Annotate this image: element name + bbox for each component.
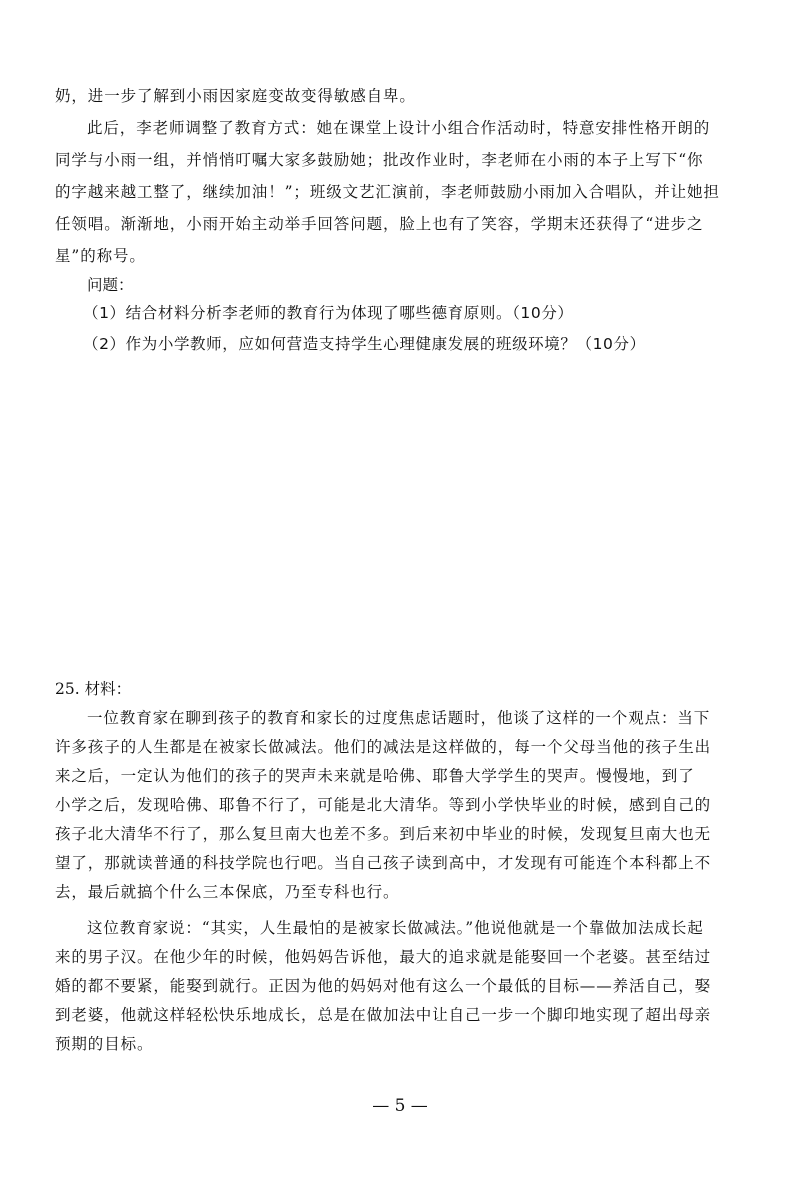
text-line: 奶，进一步了解到小雨因家庭变故变得敏感自卑。 bbox=[55, 87, 416, 105]
text-line: 同学与小雨一组，并悄悄叮嘱大家多鼓励她；批改作业时，李老师在小雨的本子上写下“你 bbox=[55, 151, 704, 169]
page-number: — 5 — bbox=[372, 1096, 428, 1116]
text-line: 任领唱。渐渐地，小雨开始主动举手回答问题，脸上也有了笑容，学期末还获得了“进步之 bbox=[55, 215, 704, 233]
text-line: 孩子北大清华不行了，那么复旦南大也差不多。到后来初中毕业的时候，发现复旦南大也无 bbox=[55, 825, 712, 843]
text-line: 这位教育家说：“其实，人生最怕的是被家长做减法。”他说他就是一个靠做加法成长起 bbox=[87, 919, 704, 937]
text-line: 星”的称号。 bbox=[55, 247, 146, 265]
text-line: 来的男子汉。在他少年的时候，他妈妈告诉他，最大的追求就是能娶回一个老婆。甚至结过 bbox=[55, 948, 712, 966]
text-line: 去，最后就搞个什么三本保底，乃至专科也行。 bbox=[55, 883, 400, 901]
text-line: 预期的目标。 bbox=[55, 1035, 154, 1053]
text-line: 此后，李老师调整了教育方式：她在课堂上设计小组合作活动时，特意安排性格开朗的 bbox=[87, 119, 711, 137]
question-25-heading: 25. 材料： bbox=[55, 680, 132, 698]
text-line: 来之后，一定认为他们的孩子的哭声未来就是哈佛、耶鲁大学学生的哭声。慢慢地，到了 bbox=[55, 767, 695, 785]
question-item: （2）作为小学教师，应如何营造支持学生心理健康发展的班级环境？（10分） bbox=[83, 335, 646, 353]
text-line: 婚的都不要紧，能娶到就行。正因为他的妈妈对他有这么一个最低的目标——养活自己，娶 bbox=[55, 977, 712, 995]
question-label: 问题： bbox=[87, 276, 134, 294]
text-line: 小学之后，发现哈佛、耶鲁不行了，可能是北大清华。等到小学快毕业的时候，感到自己的 bbox=[55, 796, 712, 814]
text-line: 一位教育家在聊到孩子的教育和家长的过度焦虑话题时，他谈了这样的一个观点：当下 bbox=[87, 709, 711, 727]
text-line: 到老婆，他就这样轻松快乐地成长，总是在做加法中让自己一步一个脚印地实现了超出母亲 bbox=[55, 1006, 712, 1024]
question-item: （1）结合材料分析李老师的教育行为体现了哪些德育原则。（10分） bbox=[83, 304, 574, 322]
text-line: 望了，那就读普通的科技学院也行吧。当自己孩子读到高中，才发现有可能连个本科都上不 bbox=[55, 854, 712, 872]
text-line: 许多孩子的人生都是在被家长做减法。他们的减法是这样做的，每一个父母当他的孩子生出 bbox=[55, 738, 712, 756]
text-line: 的字越来越工整了，继续加油！”；班级文艺汇演前，李老师鼓励小雨加入合唱队，并让她担 bbox=[55, 183, 720, 201]
